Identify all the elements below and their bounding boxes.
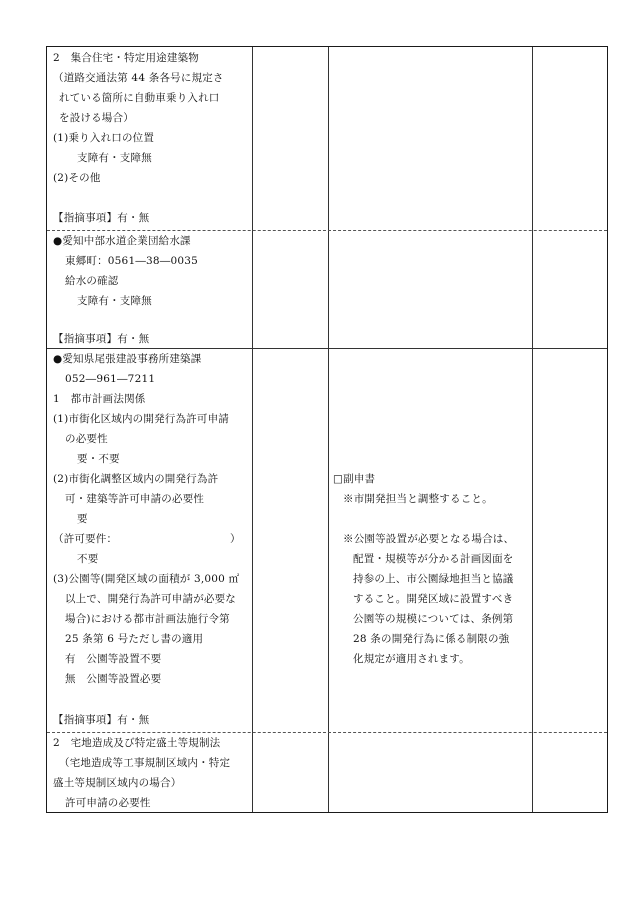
attachment-checkbox-label: □副申書 [333,473,376,485]
note-line: 化規定が適用されます。 [353,653,470,665]
item-option: 不要 [77,553,99,565]
item-option: 要・不要 [77,453,120,465]
row-separator [47,230,607,231]
note-line: 持参の上、市公園緑地担当と協議 [353,573,514,585]
remark-line: 【指摘事項】有・無 [53,714,150,726]
section-title: 1 都市計画法関係 [53,393,146,405]
item-label: (1)市街化区域内の開発行為許可申請 [53,413,229,425]
item-label: (2)その他 [53,172,101,184]
review-table [46,46,608,813]
note-line: 28 条の開発行為に係る制限の強 [353,633,510,645]
row-separator [47,348,607,349]
org-phone: 052―961―7211 [65,373,156,385]
item-label: 給水の確認 [65,275,119,287]
item-label: 25 条第 6 号ただし書の適用 [65,633,204,645]
note-line: ※公園等設置が必要となる場合は、 [343,533,515,545]
item-option: 支障有・支障無 [77,295,152,307]
item-label: 以上で、開発行為許可申請が必要な [65,593,236,605]
note-line: すること。開発区域に設置すべき [353,593,514,605]
column-divider [252,47,253,812]
item-label: (1)乗り入れ口の位置 [53,132,155,144]
remark-line: 【指摘事項】有・無 [53,212,150,224]
section-title: 2 集合住宅・特定用途建築物 [53,52,199,64]
org-phone: 東郷町：0561―38―0035 [65,255,199,267]
item-label: の必要性 [65,433,108,445]
item-option: 有 公園等設置不要 [65,653,162,665]
remark-line: 【指摘事項】有・無 [53,333,150,345]
item-label: (3)公園等(開発区域の面積が 3,000 ㎡ [53,573,240,585]
section-note: （宅地造成等工事規制区域内・特定 [59,757,231,769]
item-option: 要 [77,513,88,525]
note-line: ※市開発担当と調整すること。 [343,493,493,505]
section-note: （道路交通法第 44 条各号に規定さ [53,72,224,84]
column-divider [532,47,533,812]
item-option: 無 公園等設置必要 [65,673,162,685]
column-divider [328,47,329,812]
section-note: れている箇所に自動車乗り入れ口 [59,92,220,104]
item-option: 支障有・支障無 [77,152,152,164]
item-label: 可・建築等許可申請の必要性 [65,493,205,505]
section-title: 2 宅地造成及び特定盛土等規制法 [53,737,221,749]
requirement-close: ） [230,533,241,545]
item-label: 場合)における都市計画法施行令第 [65,613,230,625]
note-line: 公園等の規模については、条例第 [353,613,514,625]
section-note: を設ける場合） [59,112,134,124]
org-name: ●愛知県尾張建設事務所建築課 [53,353,202,365]
org-name: ●愛知中部水道企業団給水課 [53,235,191,247]
requirement-open: （許可要件： [53,533,118,545]
section-note: 盛土等規制区域内の場合） [53,777,182,789]
row-separator [47,732,607,733]
item-label: (2)市街化調整区域内の開発行為許 [53,473,219,485]
note-line: 配置・規模等が分かる計画図面を [353,553,514,565]
item-label: 許可申請の必要性 [65,797,151,809]
